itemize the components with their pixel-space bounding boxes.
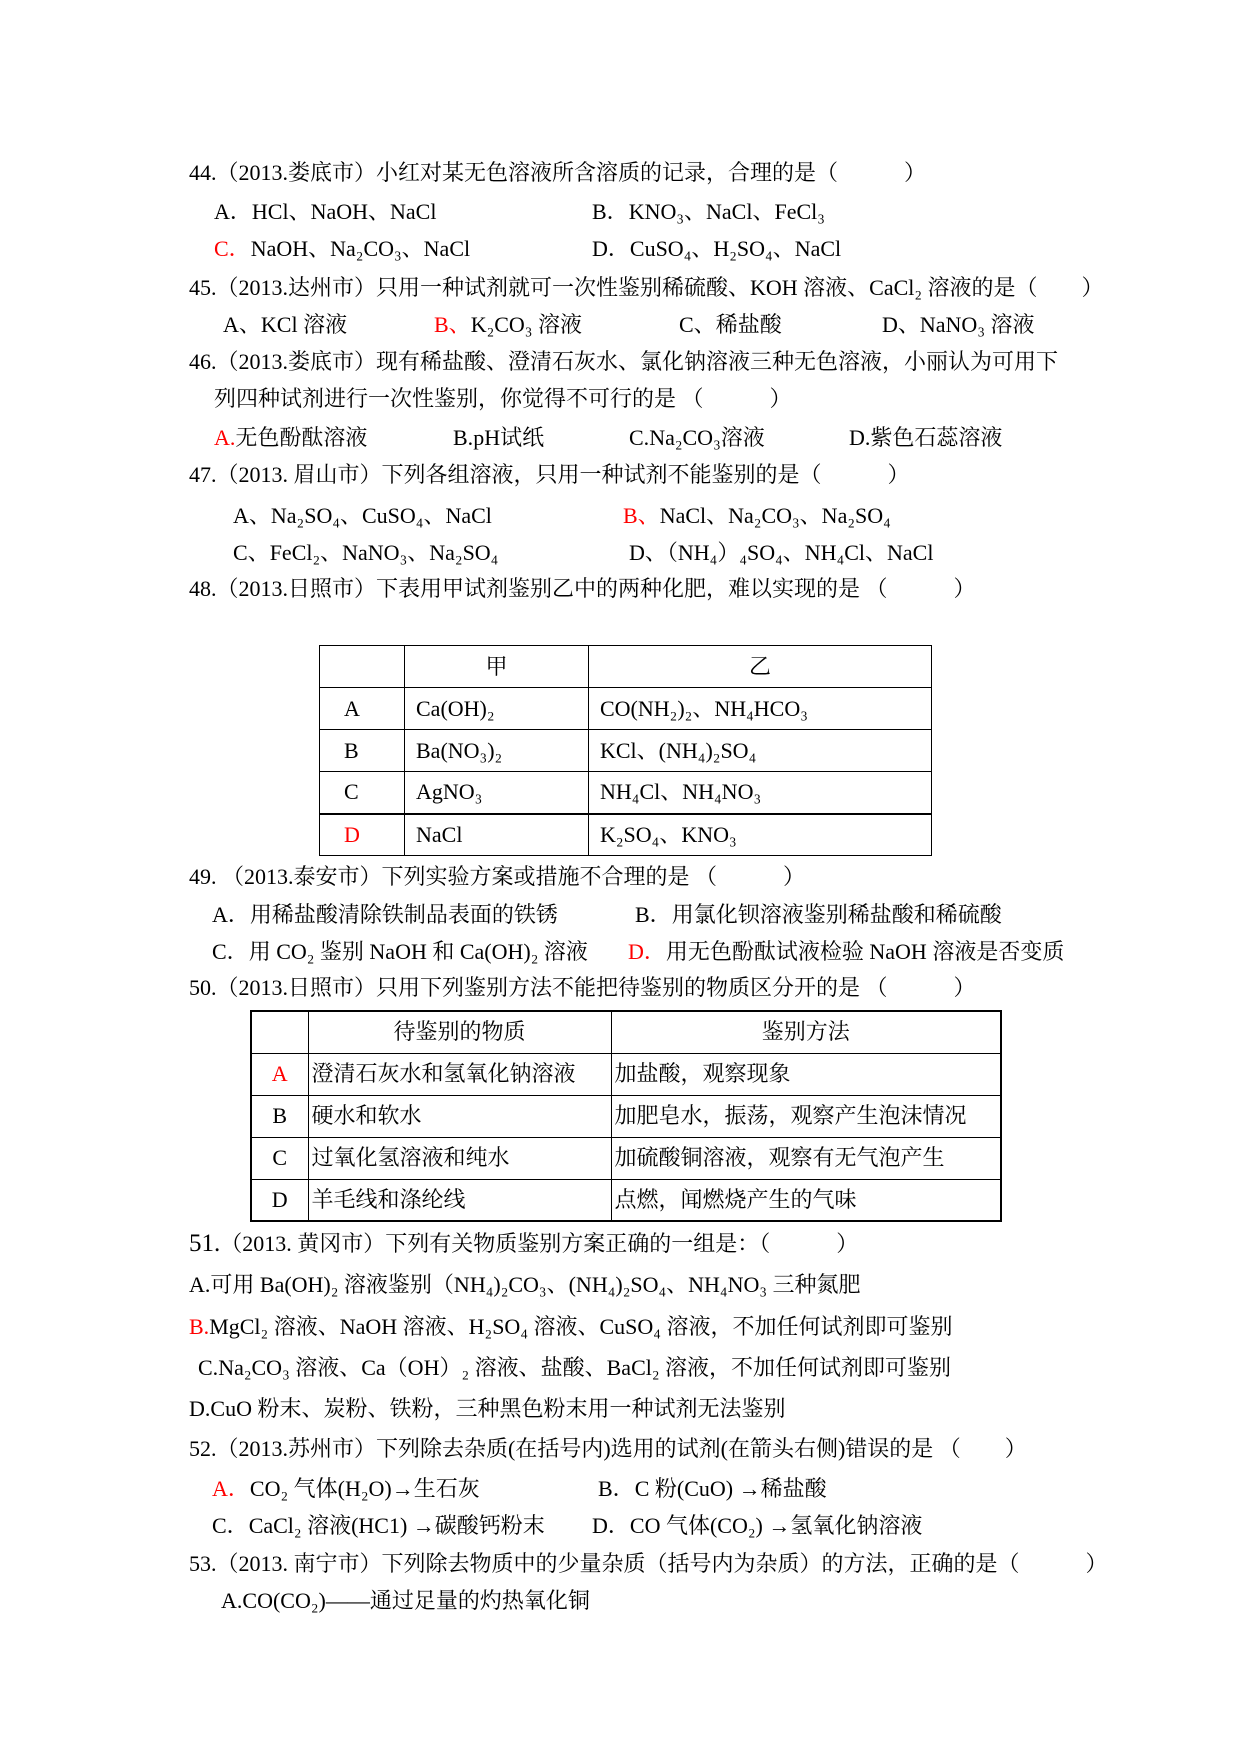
method-cell: 加盐酸，观察现象	[611, 1053, 1001, 1095]
table-header-row	[320, 646, 932, 688]
option-label: C.	[198, 1355, 219, 1380]
header-reagent: 甲	[405, 646, 589, 688]
question-text: （2013. 南宁市）下列除去物质中的少量杂质（括号内为杂质）的方法，正确的是（ ）	[216, 1551, 1108, 1576]
option-c	[629, 425, 765, 451]
option-text: CO₂ 气体(H₂O)→生石灰	[249, 1476, 480, 1501]
option-label: A．	[212, 1476, 250, 1501]
substances-cell: 澄清石灰水和氢氧化钠溶液	[308, 1053, 611, 1095]
option-c	[214, 236, 470, 262]
substances-cell: 过氧化氢溶液和纯水	[308, 1137, 611, 1179]
question-number: 51.	[189, 1230, 221, 1257]
option-label: C．	[212, 939, 249, 964]
question-stem	[189, 576, 976, 602]
question-stem	[189, 160, 926, 186]
question-stem	[189, 275, 1104, 301]
option-text: NaNO₃ 溶液	[919, 312, 1035, 337]
reagent-cell: Ba(NO₃)₂	[405, 730, 589, 772]
identification-method-table	[250, 1010, 1002, 1222]
option-label: A、	[223, 312, 261, 337]
question-number: 47.	[189, 462, 217, 487]
method-cell: 点燃，闻燃烧产生的气味	[611, 1179, 1001, 1221]
option-text: 用稀盐酸清除铁制品表面的铁锈	[249, 902, 558, 927]
option-b	[635, 902, 1002, 928]
option-text: Na₂CO₃溶液	[649, 425, 765, 450]
question-text: （2013.达州市）只用一种试剂就可一次性鉴别稀硫酸、KOH 溶液、CaCl₂ 溶液的是（ ）	[216, 275, 1104, 300]
option-label: B．	[598, 1476, 635, 1501]
option-label: C、	[233, 540, 270, 565]
table-row	[320, 814, 932, 856]
question-stem	[189, 1551, 1108, 1577]
option-label: C.	[629, 425, 650, 450]
table-header-row	[251, 1011, 1001, 1053]
row-label: A	[320, 688, 405, 730]
option-text: CuSO₄、H₂SO₄、NaCl	[629, 236, 842, 261]
option-b	[592, 199, 825, 225]
row-label: A	[251, 1053, 308, 1095]
option-text: CuO 粉末、炭粉、铁粉，三种黑色粉末用一种试剂无法鉴别	[210, 1396, 786, 1421]
reagent-fertilizer-table	[319, 645, 932, 856]
option-d	[849, 425, 1002, 451]
option-a	[214, 199, 436, 225]
option-label: D、	[882, 312, 920, 337]
fertilizers-cell: KCl、(NH₄)₂SO₄	[589, 730, 932, 772]
option-label: D.	[849, 425, 871, 450]
option-text: 无色酚酞溶液	[235, 425, 368, 450]
method-cell: 加硫酸铜溶液，观察有无气泡产生	[611, 1137, 1001, 1179]
row-label: D	[320, 814, 405, 856]
option-label: B、	[434, 312, 471, 337]
question-text: （2013.苏州市）下列除去杂质(在括号内)选用的试剂(在箭头右侧)错误的是 （ ）	[216, 1436, 1027, 1461]
option-label: D、	[629, 540, 667, 565]
option-text: 用无色酚酞试液检验 NaOH 溶液是否变质	[665, 939, 1065, 964]
option-label: A．	[214, 199, 252, 224]
question-number: 52.	[189, 1436, 217, 1461]
option-label: B．	[635, 902, 672, 927]
option-label: B、	[623, 503, 660, 528]
table-row	[320, 688, 932, 730]
option-text: 紫色石蕊溶液	[870, 425, 1003, 450]
row-label: C	[320, 772, 405, 814]
option-b	[434, 312, 582, 338]
option-c	[212, 1513, 545, 1539]
question-number: 48.	[189, 576, 217, 601]
method-cell: 加肥皂水，振荡，观察产生泡沫情况	[611, 1095, 1001, 1137]
option-c	[233, 540, 498, 566]
question-number: 44.	[189, 160, 217, 185]
row-label: B	[251, 1095, 308, 1137]
question-number: 49.	[189, 864, 217, 889]
option-text: MgCl₂ 溶液、NaOH 溶液、H₂SO₄ 溶液、CuSO₄ 溶液，不加任何试剂即可鉴别	[209, 1314, 953, 1339]
table-row	[251, 1053, 1001, 1095]
question-text: （2013.泰安市）下列实验方案或措施不合理的是 （ ）	[216, 864, 806, 889]
reagent-cell: Ca(OH)₂	[405, 688, 589, 730]
option-text: C 粉(CuO) →稀盐酸	[634, 1476, 827, 1501]
option-label: D．	[592, 236, 630, 261]
option-a	[223, 312, 347, 338]
option-label: A.	[189, 1272, 211, 1297]
question-number: 46.	[189, 349, 217, 374]
option-d	[189, 1396, 785, 1422]
option-label: A、	[233, 503, 271, 528]
option-text: CaCl₂ 溶液(HC1) →碳酸钙粉末	[248, 1513, 545, 1538]
option-label: C．	[212, 1513, 249, 1538]
option-d	[628, 939, 1064, 965]
question-text: （2013.日照市）只用下列鉴别方法不能把待鉴别的物质区分开的是 （ ）	[216, 975, 976, 1000]
option-text: KCl 溶液	[260, 312, 348, 337]
option-d	[882, 312, 1035, 338]
substances-cell: 硬水和软水	[308, 1095, 611, 1137]
option-b	[623, 503, 891, 529]
table-row	[320, 772, 932, 814]
table-corner-cell	[251, 1011, 308, 1053]
option-text: 用 CO₂ 鉴别 NaOH 和 Ca(OH)₂ 溶液	[248, 939, 588, 964]
row-label: B	[320, 730, 405, 772]
table-row	[251, 1179, 1001, 1221]
option-label: C．	[214, 236, 251, 261]
option-a	[189, 1272, 861, 1298]
option-b	[453, 425, 544, 451]
question-text: （2013. 黄冈市）下列有关物质鉴别方案正确的一组是：（ ）	[220, 1231, 859, 1256]
option-label: D．	[592, 1513, 630, 1538]
option-a	[212, 902, 558, 928]
header-substances: 待鉴别的物质	[308, 1011, 611, 1053]
question-stem	[189, 975, 976, 1001]
table-row	[251, 1137, 1001, 1179]
option-d	[629, 540, 933, 566]
fertilizers-cell: NH₄Cl、NH₄NO₃	[589, 772, 932, 814]
option-d	[592, 1513, 922, 1539]
option-label: C、	[679, 312, 716, 337]
question-text: （2013. 眉山市）下列各组溶液，只用一种试剂不能鉴别的是（ ）	[216, 462, 910, 487]
question-number: 53.	[189, 1551, 217, 1576]
fertilizers-cell: CO(NH₂)₂、NH₄HCO₃	[589, 688, 932, 730]
option-text: FeCl₂、NaNO₃、Na₂SO₄	[269, 540, 499, 565]
question-stem	[189, 462, 910, 488]
row-label: C	[251, 1137, 308, 1179]
option-text: pH试纸	[473, 425, 545, 450]
option-text: 可用 Ba(OH)₂ 溶液鉴别（NH₄)₂CO₃、(NH₄)₂SO₄、NH₄NO₃ 三种氮肥	[210, 1272, 861, 1297]
option-text: K₂CO₃ 溶液	[470, 312, 582, 337]
table-corner-cell	[320, 646, 405, 688]
option-label: B.	[189, 1314, 210, 1339]
option-c	[198, 1355, 951, 1381]
option-text: （NH₄）₄SO₄、NH₄Cl、NaCl	[666, 540, 934, 565]
option-a	[214, 425, 367, 451]
question-text: （2013.娄底市）现有稀盐酸、澄清石灰水、氯化钠溶液三种无色溶液，小丽认为可用下	[216, 349, 1059, 374]
question-stem	[189, 1231, 858, 1257]
option-text: 稀盐酸	[715, 312, 782, 337]
option-text: Na₂CO₃ 溶液、Ca（OH）₂ 溶液、盐酸、BaCl₂ 溶液，不加任何试剂即可鉴别	[218, 1355, 952, 1380]
option-label: B．	[592, 199, 629, 224]
option-a	[233, 503, 492, 529]
option-label: A.	[214, 425, 236, 450]
header-method: 鉴别方法	[611, 1011, 1001, 1053]
option-a	[221, 1588, 590, 1614]
header-fertilizers: 乙	[589, 646, 932, 688]
question-number: 45.	[189, 275, 217, 300]
option-d	[592, 236, 841, 262]
option-text: NaCl、Na₂CO₃、Na₂SO₄	[659, 503, 891, 528]
option-text: CO 气体(CO₂) →氢氧化钠溶液	[629, 1513, 923, 1538]
option-text: KNO₃、NaCl、FeCl₃	[628, 199, 825, 224]
option-text: HCl、NaOH、NaCl	[251, 199, 437, 224]
option-text: Na₂SO₄、CuSO₄、NaCl	[270, 503, 492, 528]
option-label: D.	[189, 1396, 211, 1421]
option-c	[679, 312, 782, 338]
option-text: CO(CO₂)——通过足量的灼热氧化铜	[242, 1588, 590, 1613]
fertilizers-cell: K₂SO₄、KNO₃	[589, 814, 932, 856]
option-c	[212, 939, 588, 965]
question-stem	[189, 1436, 1027, 1462]
table-row	[320, 730, 932, 772]
question-stem-continuation: 列四种试剂进行一次性鉴别，你觉得不可行的是 （ ）	[214, 386, 792, 411]
question-number: 50.	[189, 975, 217, 1000]
substances-cell: 羊毛线和涤纶线	[308, 1179, 611, 1221]
reagent-cell: NaCl	[405, 814, 589, 856]
question-stem	[189, 349, 1058, 375]
question-stem	[189, 864, 805, 890]
option-label: B.	[453, 425, 474, 450]
row-label: D	[251, 1179, 308, 1221]
question-text: （2013.日照市）下表用甲试剂鉴别乙中的两种化肥，难以实现的是 （ ）	[216, 576, 976, 601]
option-label: D．	[628, 939, 666, 964]
table-row	[251, 1095, 1001, 1137]
reagent-cell: AgNO₃	[405, 772, 589, 814]
option-text: 用氯化钡溶液鉴别稀盐酸和稀硫酸	[671, 902, 1002, 927]
question-text: （2013.娄底市）小红对某无色溶液所含溶质的记录，合理的是（ ）	[216, 160, 927, 185]
option-b	[189, 1314, 952, 1340]
option-label: A．	[212, 902, 250, 927]
option-b	[598, 1476, 827, 1502]
option-text: NaOH、Na₂CO₃、NaCl	[250, 236, 471, 261]
option-a	[212, 1476, 480, 1502]
option-label: A.	[221, 1588, 243, 1613]
